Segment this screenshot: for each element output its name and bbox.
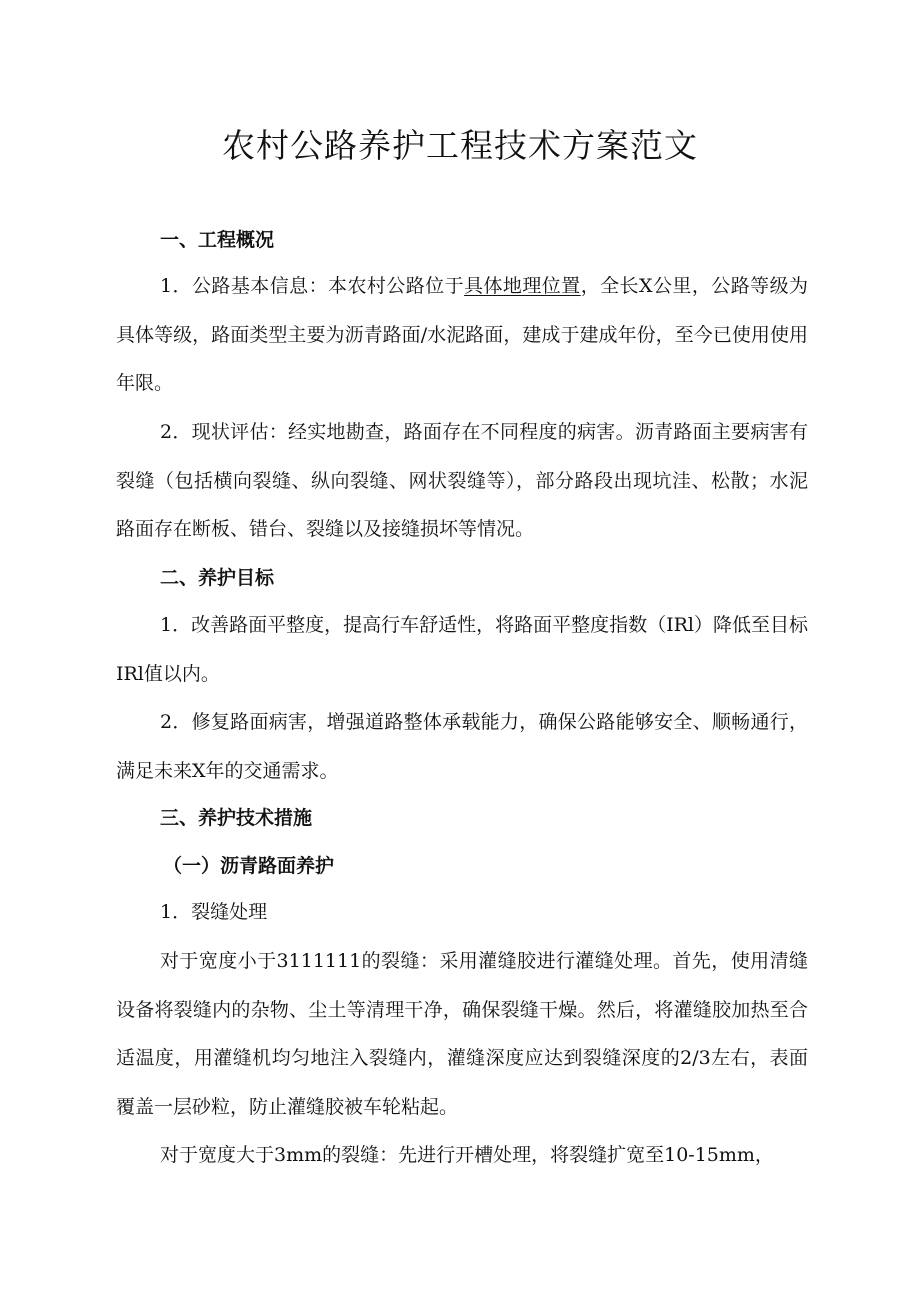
- document-title: 农村公路养护工程技术方案范文: [222, 126, 698, 165]
- paragraph-basic-info: [116, 262, 808, 408]
- paragraph-goal-2: 2．修复路面病害，增强道路整体承载能力，确保公路能够安全、顺畅通行，满足未来X年的交通需求。: [116, 711, 808, 782]
- paragraph-text: ，全长X公里，公路等级为具体等级，路面类型主要为沥青路面/水泥路面，建成于建成年份，至今已使用使用年限。: [116, 275, 809, 394]
- paragraph-small-cracks: 对于宽度小于3111111的裂缝：采用灌缝胶进行灌缝处理。首先，使用清缝设备将裂缝内的杂物、尘土等清理干净，确保裂缝干燥。然后，将灌缝胶加热至合适温度，用灌缝机均匀地注入裂缝内，灌缝深度应达到裂缝深度的2/3左右，表面覆盖一层砂粒，防止灌缝胶被车轮粘起。: [116, 950, 808, 1118]
- paragraph-text: 1．公路基本信息：本农村公路位于: [160, 275, 465, 297]
- item-title-crack-treatment: 1．裂缝处理: [160, 901, 268, 923]
- section-heading-overview: 一、工程概况: [160, 229, 275, 251]
- location-underlined-text: 具体地理位置: [464, 275, 581, 297]
- section-heading-goals: 二、养护目标: [160, 567, 275, 589]
- section-heading-measures: 三、养护技术措施: [160, 807, 313, 829]
- subsection-heading-asphalt: （一）沥青路面养护: [163, 855, 335, 877]
- paragraph-goal-1: 1．改善路面平整度，提高行车舒适性，将路面平整度指数（IRl）降低至目标IRl值以内。: [116, 614, 808, 685]
- paragraph-status-assessment: 2．现状评估：经实地勘查，路面存在不同程度的病害。沥青路面主要病害有裂缝（包括横向裂缝、纵向裂缝、网状裂缝等），部分路段出现坑洼、松散；水泥路面存在断板、错台、裂缝以及接缝损坏等情况。: [116, 421, 808, 540]
- paragraph-large-cracks: 对于宽度大于3mm的裂缝：先进行开槽处理，将裂缝扩宽至10-15mm，: [160, 1144, 774, 1166]
